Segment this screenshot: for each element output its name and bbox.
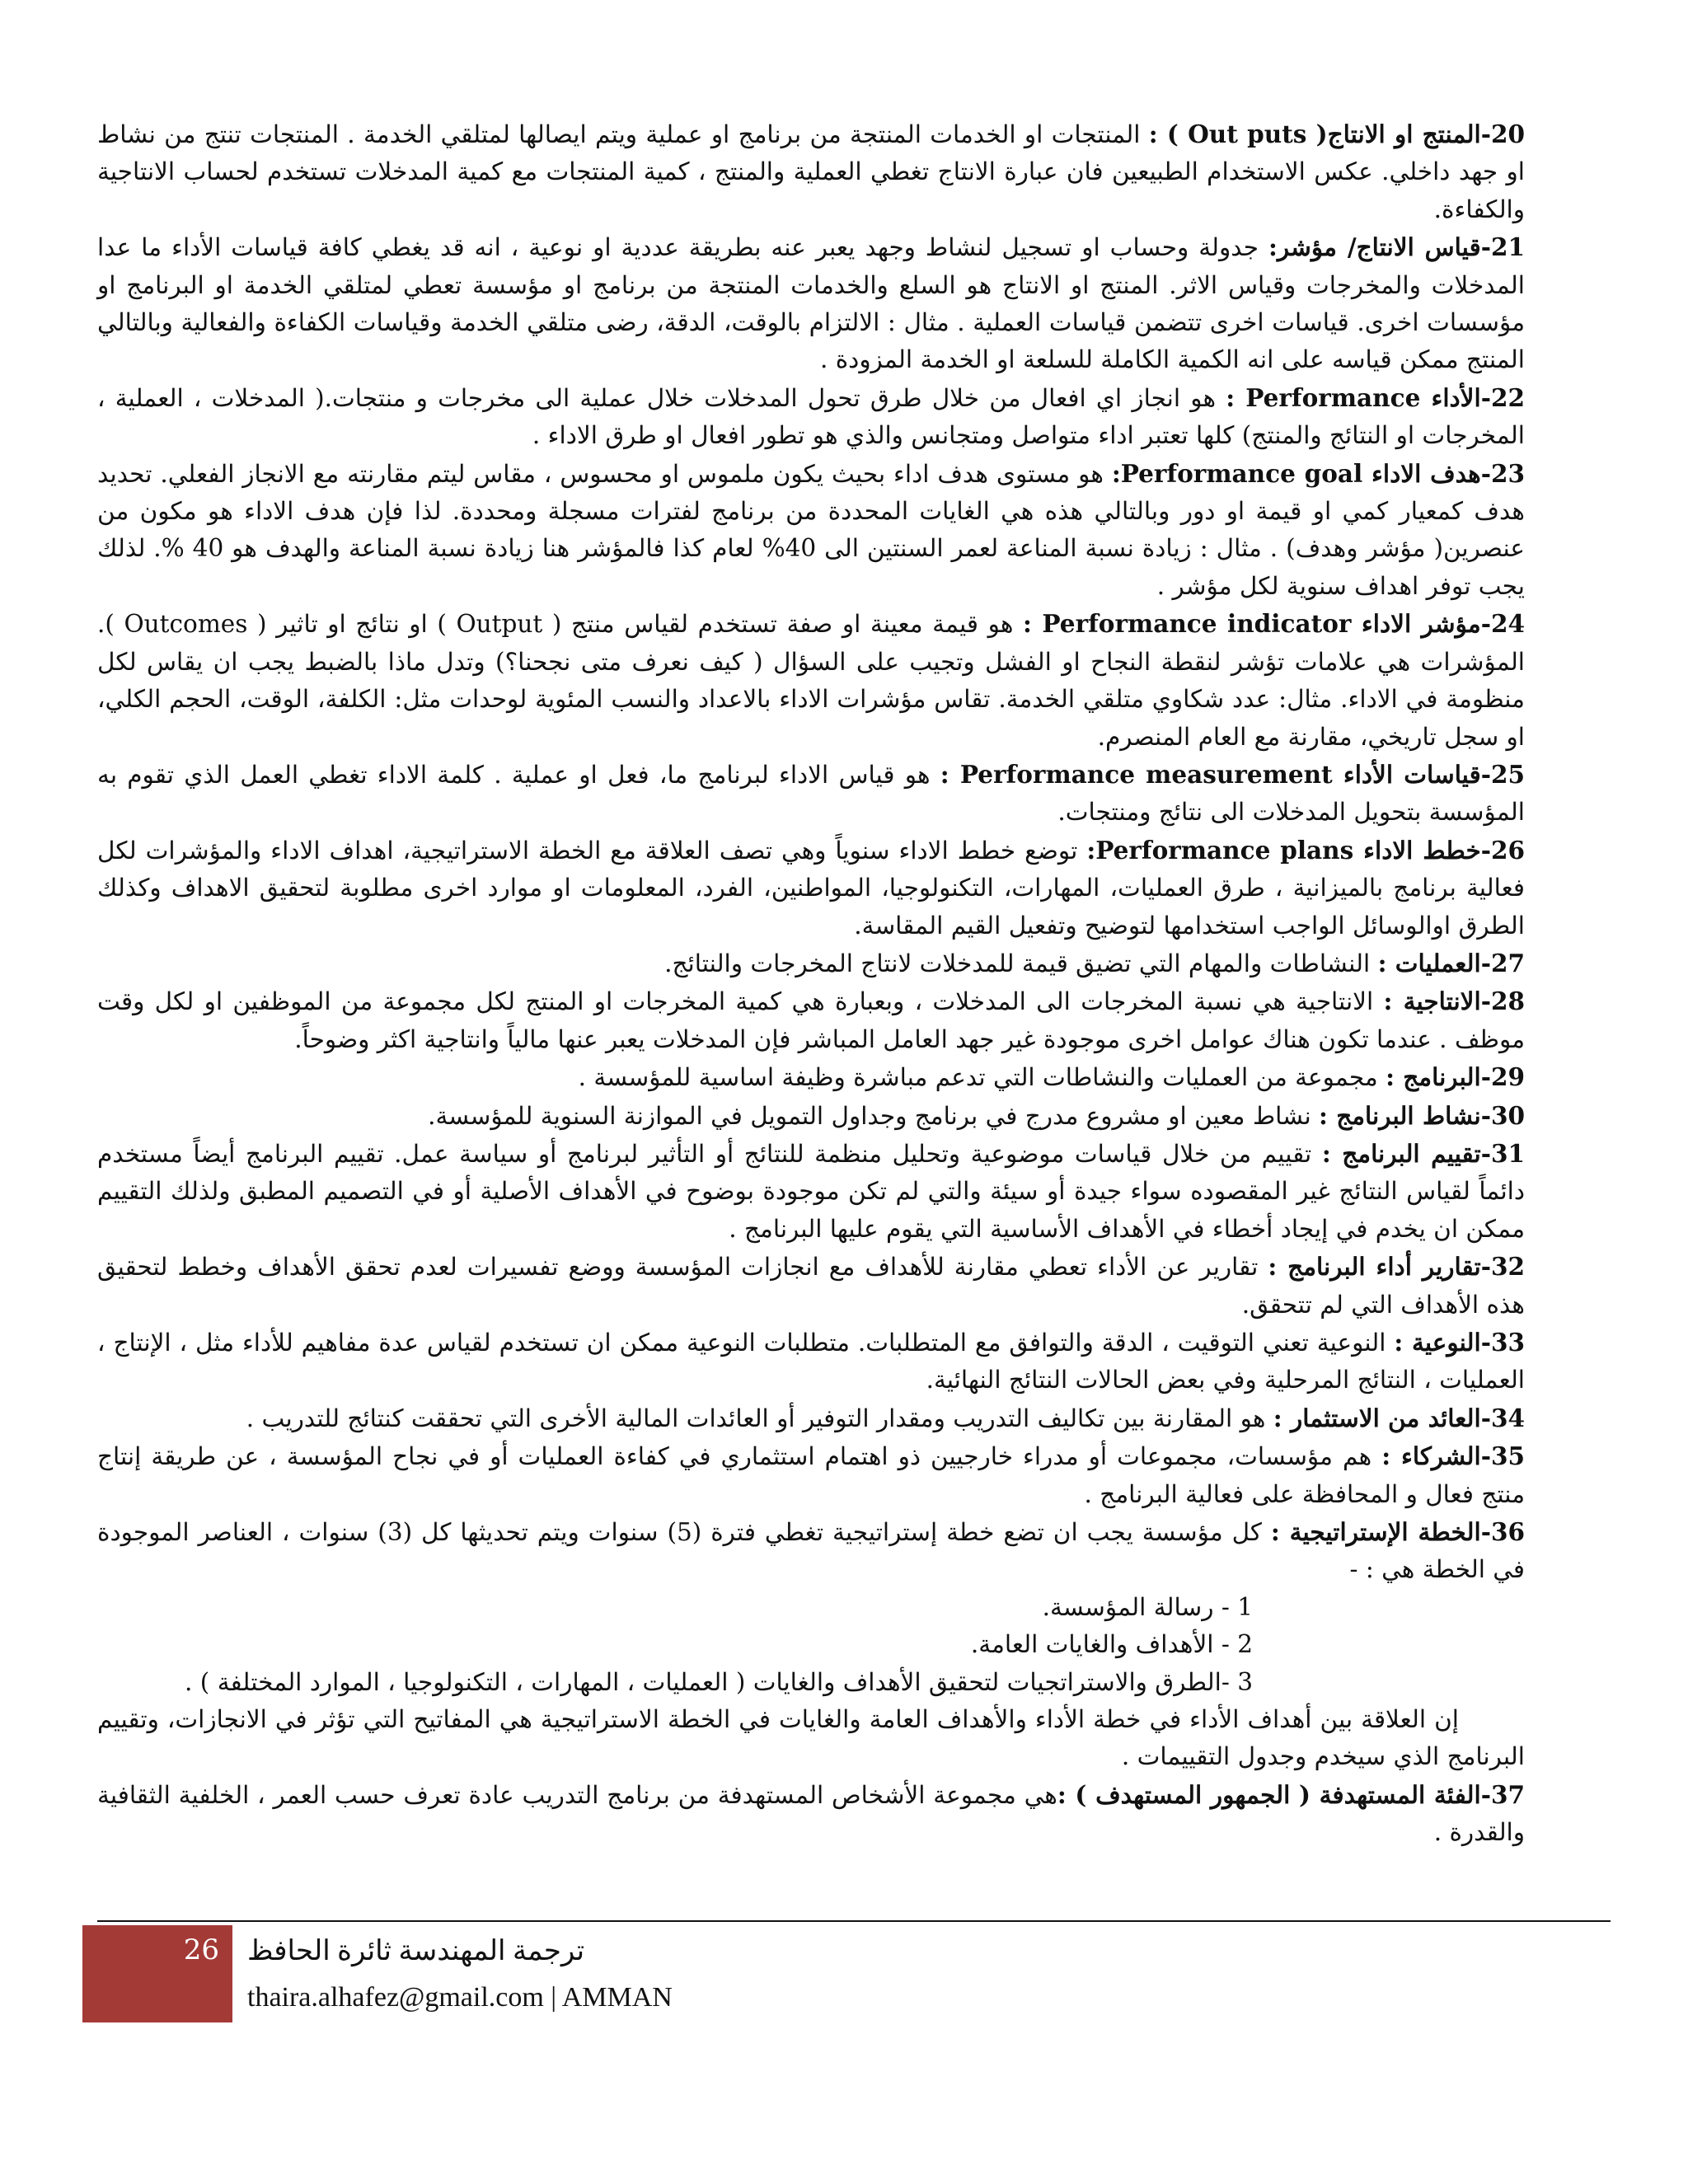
entry-29 [97,1058,1525,1096]
entry-term: هدف الاداء Performance goal: [1111,458,1481,488]
entry-34 [97,1399,1525,1437]
entry-text: تقارير عن الأداء تعطي مقارنة للأهداف مع انجازات المؤسسة ووضع تفسيرات لعدم تحقق الأهداف وخطط لتحقيق هذه الأهداف التي لم تتحقق. [97,1253,1525,1319]
entry-number: 22- [1480,382,1525,412]
entry-term: نشاط البرنامج : [1319,1100,1481,1130]
entry-number: 28- [1480,987,1526,1016]
entry-text: النوعية تعني التوقيت ، الدقة والتوافق مع المتطلبات. متطلبات النوعية ممكن ان تستخدم لقياس عدة مفاهيم للأداء مثل ، الإنتاج ، العمليات ، النتائج المرحلية وفي بعض الحالات النتائج النهائية. [97,1329,1525,1394]
entry-number: 23- [1480,458,1526,488]
entry-term: البرنامج : [1386,1062,1481,1092]
entry-text: نشاط معين او مشروع مدرج في برنامج وجداول التمويل في الموازنة السنوية للمؤسسة. [428,1101,1320,1130]
entry-20 [97,115,1525,228]
entry-text: هو انجاز اي افعال من خلال طرق تحول المدخلات خلال عملية الى مخرجات و منتجات.( المدخلات ، العملية ، المخرجات او النتائج والمنتج) كلها تعتبر اداء متواصل ومتجانس والذي هو تطور افعال او طرق الاداء . [97,383,1525,450]
entry-term: قياسات الأداء Performance measurement : [940,759,1481,789]
entry-31 [97,1135,1525,1248]
entry-number: 20- [1480,120,1526,148]
list-item: 1 - رسالة المؤسسة. [1042,1592,1253,1621]
entry-21 [97,228,1525,379]
entry-30 [97,1097,1525,1135]
entry-term: المنتج او الانتاج( Out puts ) : [1148,120,1481,148]
entry-text: النشاطات والمهام التي تضيق قيمة للمدخلات لانتاج المخرجات والنتائج. [664,949,1378,977]
entry-text: هو المقارنة بين تكاليف التدريب ومقدار التوفير أو العائدات المالية الأخرى التي تحققت كنتائج للتدريب . [246,1404,1273,1432]
entry-26 [97,832,1525,944]
entry-text: توضع خطط الاداء سنوياً وهي تصف العلاقة مع الخطة الاستراتيجية، اهداف الاداء والمؤشرات لكل فعالية برنامج بالميزانية ، طرق العمليات، المهارات، التكنولوجيا، المواطنين، الفرد، المعلومات او موارد اخرى مطلوبة لتحقيق الاهداف وكذلك الطرق اوالوسائل الواجب استخدامها لتوضيح وتفعيل القيم المقاسة. [97,836,1525,940]
entry-number: 31- [1480,1138,1525,1168]
entry-text: هم مؤسسات، مجموعات أو مدراء خارجيين ذو اهتمام استثماري في كفاءة العمليات أو في نجاح المؤسسة ، عن طريقة إنتاج منتج فعال و المحافظة على فعالية البرنامج . [97,1442,1525,1508]
entry-text: هو قيمة معينة او صفة تستخدم لقياس منتج ( Output ) او نتائج او تاثير ( Outcomes ). المؤشرات هي علامات تؤشر لنقطة النجاح او الفشل وتجيب على السؤال ( كيف نعرف متى نجحنا؟) وتدل ماذا بالضبط يجب ان يقاس لكل منظومة في الاداء. مثال: عدد شكاوي متلقي الخدمة. تقاس مؤشرات الاداء بالاعداد والنسب المئوية لوحدات مثل: الكلفة، الوقت، الحجم الكلي، او سجل تاريخي، مقارنة مع العام المنصرم. [97,610,1525,751]
entry-text: هي مجموعة الأشخاص المستهدفة من برنامج التدريب عادة تعرف حسب العمر ، الخلفية الثقافية والقدرة . [97,1780,1525,1847]
entry-term: الخطة الإستراتيجية : [1270,1517,1481,1547]
footer-translator: ترجمة المهندسة ثائرة الحافظ [247,1936,585,1966]
entry-37 [97,1776,1525,1852]
entry-term: قياس الانتاج/ مؤشر: [1268,232,1481,262]
entry-23 [97,455,1525,606]
entry-22 [97,379,1525,455]
document-body [97,115,1525,1852]
entry-28 [97,982,1525,1058]
entry-term: خطط الاداء Performance plans: [1086,835,1481,865]
list-item: 2 - الأهداف والغايات العامة. [970,1630,1253,1659]
entry-27 [97,944,1525,982]
entry-25 [97,756,1525,832]
entry-term: العمليات : [1377,948,1481,977]
entry-36 [97,1513,1525,1589]
entry-number: 26- [1480,835,1525,865]
entry-term: الانتاجية : [1383,987,1481,1016]
entry-term: النوعية : [1394,1328,1481,1357]
entry-24 [97,605,1525,756]
entry-number: 24- [1480,609,1525,639]
entry-term: العائد من الاستثمار : [1273,1403,1481,1432]
entry-number: 34- [1480,1403,1525,1432]
entry-number: 27- [1480,948,1525,977]
entry-number: 32- [1480,1252,1525,1282]
entry-number: 30- [1480,1100,1525,1130]
entry-term: تقييم البرنامج : [1321,1138,1481,1168]
entry-term: الأداء Performance : [1226,382,1481,412]
entry-text: تقييم من خلال قياسات موضوعية وتحليل منظمة للنتائج أو التأثير لبرنامج أو سياسة عمل. تقييم البرنامج أيضاً مستخدم دائماً لقياس النتائج غير المقصوده سواء جيدة أو سيئة والتي لم تكن موجودة بوضوح في الأهداف الأصلية أو في التصميم المطبق ولذلك التقييم ممكن ان يخدم في إيجاد أخطاء في الأهداف الأساسية التي يقوم عليها البرنامج . [97,1139,1525,1243]
footer-divider [97,1920,1611,1922]
entry-text: كل مؤسسة يجب ان تضع خطة إستراتيجية تغطي فترة (5) سنوات ويتم تحديثها كل (3) سنوات ، العناصر الموجودة في الخطة هي : - [97,1518,1525,1584]
entry-text: هو مستوى هدف اداء بحيث يكون ملموس او محسوس ، مقاس ليتم مقارنته مع الانجاز الفعلي. تحديد هدف كمعيار كمي او قيمة او دور وبالتالي هذه هي الغايات المحددة من برنامج لفترات مسجلة ومحددة. لذا فإن هدف الاداء هو مكون من عنصرين( مؤشر وهدف) . مثال : زيادة نسبة المناعة لعمر السنتين الى 40% لعام كذا فالمؤشر هنا زيادة نسبة المناعة والهدف هو 40 %. لذلك يجب توفر اهداف سنوية لكل مؤشر . [97,459,1525,600]
list-item: 3 -الطرق والاستراتجيات لتحقيق الأهداف والغايات ( العمليات ، المهارات ، التكنولوجيا ، الموارد المختلفة ) . [185,1667,1253,1696]
entry-term: تقارير أداء البرنامج : [1268,1252,1481,1282]
entry-35 [97,1437,1525,1513]
entry-number: 21- [1480,232,1525,262]
entry-number: 25- [1480,759,1525,789]
entry-number: 36- [1480,1517,1526,1547]
footer [247,1929,824,2021]
page-number-box [82,1925,232,2022]
entry-32 [97,1248,1525,1324]
entry-term: الشركاء : [1381,1441,1481,1471]
entry-text: الانتاجية هي نسبة المخرجات الى المدخلات ، وبعبارة هي كمية المخرجات او المنتج لكل مجموعة من الموظفين او لكل وقت موظف . عندما تكون هناك عوامل اخرى موجودة غير جهد العامل المباشر فإن المدخلات يعبر عنها مالياً وانتاجية اكثر وضوحاً. [97,987,1525,1053]
entry-text: هو قياس الاداء لبرنامج ما، فعل او عملية . كلمة الاداء تغطي العمل الذي تقوم به المؤسسة بتحويل المدخلات الى نتائج ومنتجات. [97,760,1525,827]
entry-term: مؤشر الاداء Performance indicator : [1023,609,1481,639]
relation-paragraph: إن العلاقة بين أهداف الأداء في خطة الأداء والأهداف العامة والغايات في الخطة الاستراتيجية هي المفاتيح التي تؤثر في الانجازات، وتقييم البرنامج الذي سيخدم وجدول التقييمات . [97,1705,1525,1771]
entry-text: جدولة وحساب او تسجيل لنشاط وجهد يعبر عنه بطريقة عددية او نوعية ، انه قد يغطي كافة قياسات الأداء ما عدا المدخلات والمخرجات وقياس الاثر. المنتج او الانتاج هو السلع والخدمات المنتجة من برنامج او مؤسسة تعطي لمتلقي الخدمة او البرنامج او مؤسسات اخرى. قياسات اخرى تتضمن قياسات العملية . مثال : الالتزام بالوقت، الدقة، رضى متلقي الخدمة وقياسات الكفاءة والفعالية وبالتالي المنتج ممكن قياسه على انه الكمية الكاملة للسلعة او الخدمة المزودة . [97,233,1525,374]
entry-text: مجموعة من العمليات والنشاطات التي تدعم مباشرة وظيفة اساسية للمؤسسة . [578,1063,1386,1092]
entry-number: 29- [1480,1062,1525,1092]
entry-33 [97,1324,1525,1399]
page-number: 26 [183,1933,219,1966]
entry-number: 37- [1480,1779,1525,1809]
entry-number: 35- [1480,1441,1526,1471]
entry-term: الفئة المستهدفة ( الجمهور المستهدف ) : [1057,1779,1481,1809]
entry-number: 33- [1480,1328,1525,1357]
footer-contact: thaira.alhafez@gmail.com | AMMAN [247,1982,673,2013]
entry-text: المنتجات او الخدمات المنتجة من برنامج او عملية ويتم ايصالها لمتلقي الخدمة . المنتجات تنتج من نشاط او جهد داخلي. عكس الاستخدام الطبيعين فان عبارة الانتاج تغطي العملية والمنتج ، كمية المنتجات مع كمية المدخلات تستخدم لحساب الانتاجية والكفاءة. [97,120,1525,223]
